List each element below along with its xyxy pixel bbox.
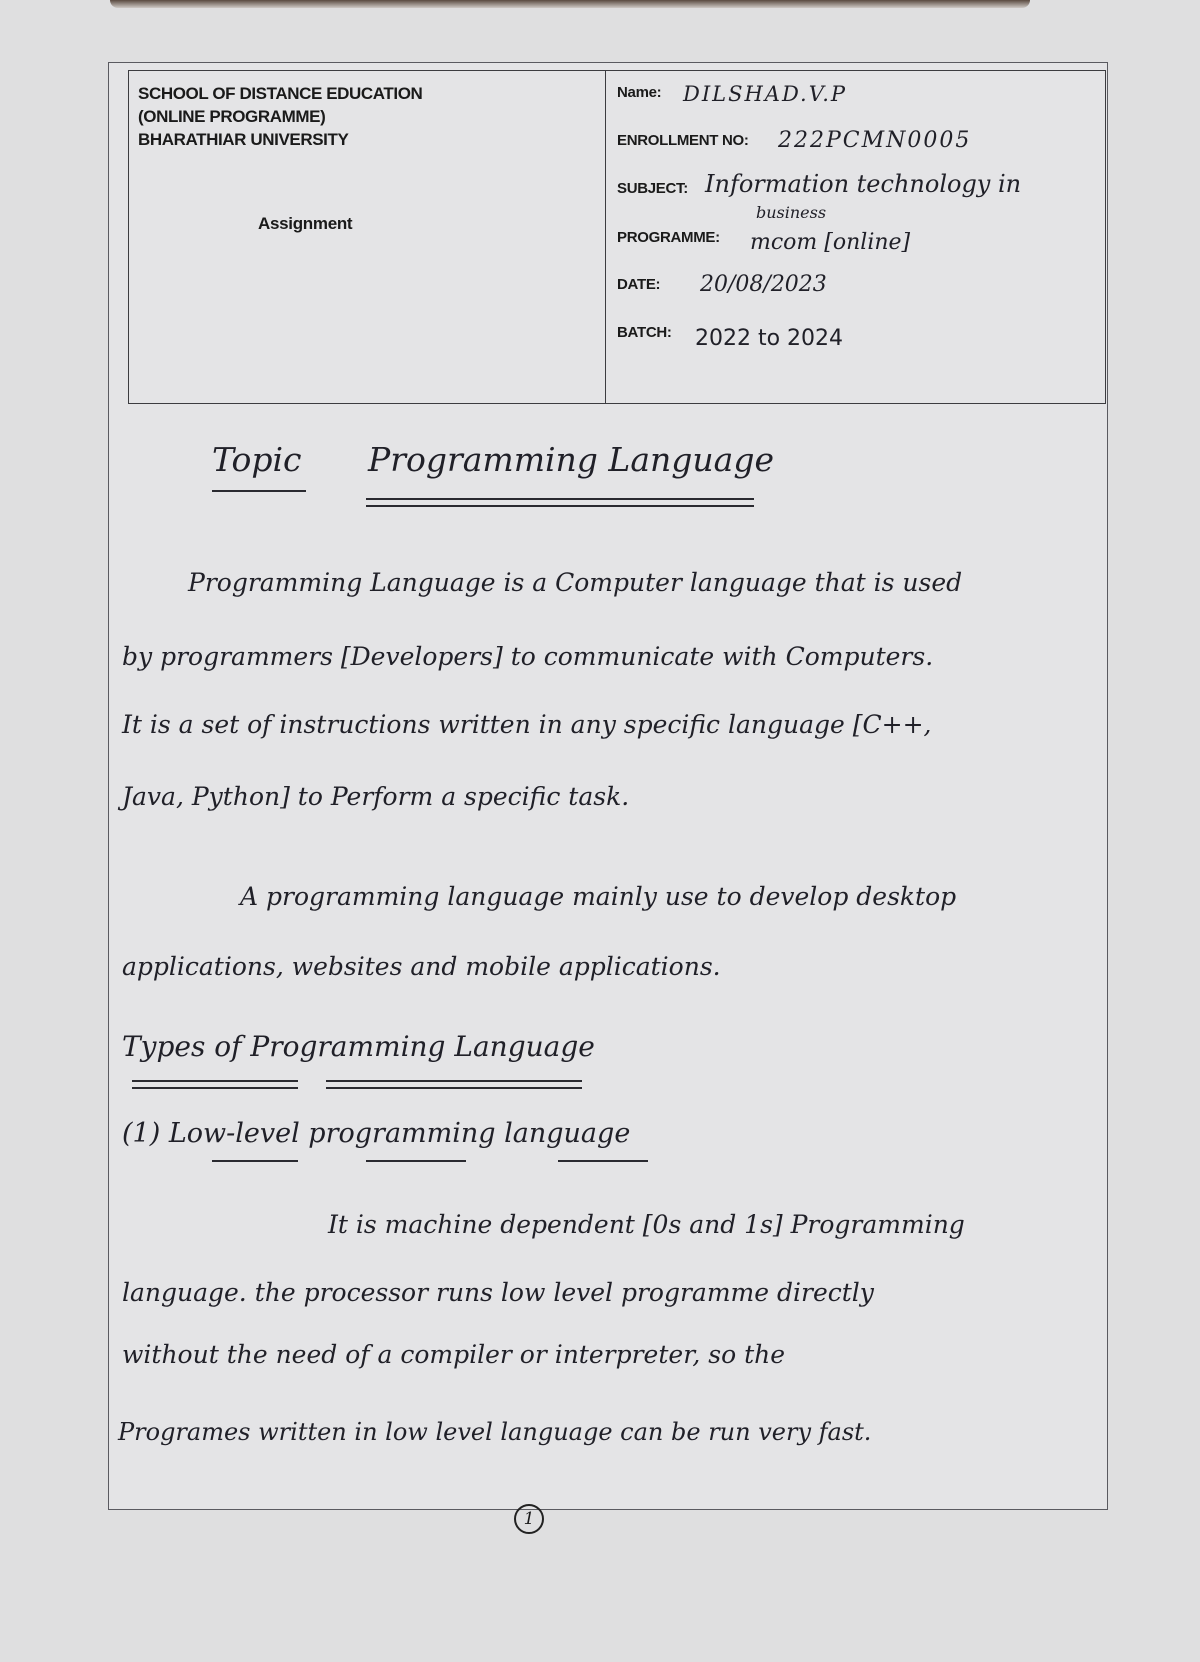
- low-level-subheading: (1) Low-level programming language: [122, 1118, 631, 1149]
- enrollment-label: ENROLLMENT NO:: [617, 132, 749, 149]
- para2-line-2: applications, websites and mobile applications.: [122, 952, 721, 981]
- subheading-underline-1: [212, 1160, 298, 1162]
- school-line-1: SCHOOL OF DISTANCE EDUCATION: [138, 84, 423, 103]
- programme-value: mcom [online]: [750, 230, 911, 255]
- header-divider: [605, 70, 606, 404]
- types-underline-1: [132, 1080, 298, 1082]
- name-label: Name:: [617, 84, 662, 101]
- programme-label: PROGRAMME:: [617, 229, 720, 246]
- batch-value: 2022 to 2024: [695, 326, 844, 351]
- subject-value-line-2: business: [756, 203, 827, 222]
- types-underline-2: [132, 1087, 298, 1089]
- date-value: 20/08/2023: [700, 272, 827, 297]
- assignment-label: Assignment: [258, 214, 353, 233]
- school-block: [138, 82, 422, 151]
- para1-line-4: Java, Python] to Perform a specific task.: [122, 782, 630, 811]
- para3-line-1: It is machine dependent [0s and 1s] Programming: [328, 1210, 965, 1239]
- para1-line-1: Programming Language is a Computer language that is used: [188, 568, 963, 597]
- background-object: [110, 0, 1030, 8]
- subject-value-line-1: Information technology in: [705, 170, 1022, 198]
- para3-line-3: without the need of a compiler or interpreter, so the: [122, 1340, 786, 1369]
- topic-title-underline-2: [366, 505, 754, 507]
- types-heading: Types of Programming Language: [122, 1030, 595, 1063]
- types-underline-3: [326, 1080, 582, 1082]
- school-line-3: BHARATHIAR UNIVERSITY: [138, 130, 349, 149]
- enrollment-value: 222PCMN0005: [778, 128, 972, 153]
- topic-label: Topic: [212, 440, 302, 479]
- name-value: DILSHAD.V.P: [683, 82, 848, 106]
- school-line-2: (ONLINE PROGRAMME): [138, 107, 326, 126]
- types-underline-4: [326, 1087, 582, 1089]
- para2-line-1: A programming language mainly use to develop desktop: [240, 882, 957, 911]
- date-label: DATE:: [617, 276, 661, 293]
- batch-label: BATCH:: [617, 324, 672, 341]
- topic-title-underline-1: [366, 498, 754, 500]
- topic-label-underline: [212, 490, 306, 492]
- para3-line-4: Programes written in low level language can be run very fast.: [118, 1418, 872, 1446]
- subheading-underline-2: [366, 1160, 466, 1162]
- para3-line-2: language. the processor runs low level programme directly: [122, 1278, 874, 1307]
- para1-line-3: It is a set of instructions written in any specific language [C++,: [122, 710, 932, 739]
- subheading-underline-3: [558, 1160, 648, 1162]
- subject-label: SUBJECT:: [617, 180, 688, 197]
- para1-line-2: by programmers [Developers] to communicate with Computers.: [122, 642, 934, 671]
- topic-title: Programming Language: [368, 440, 774, 479]
- page-number: 1: [514, 1504, 544, 1534]
